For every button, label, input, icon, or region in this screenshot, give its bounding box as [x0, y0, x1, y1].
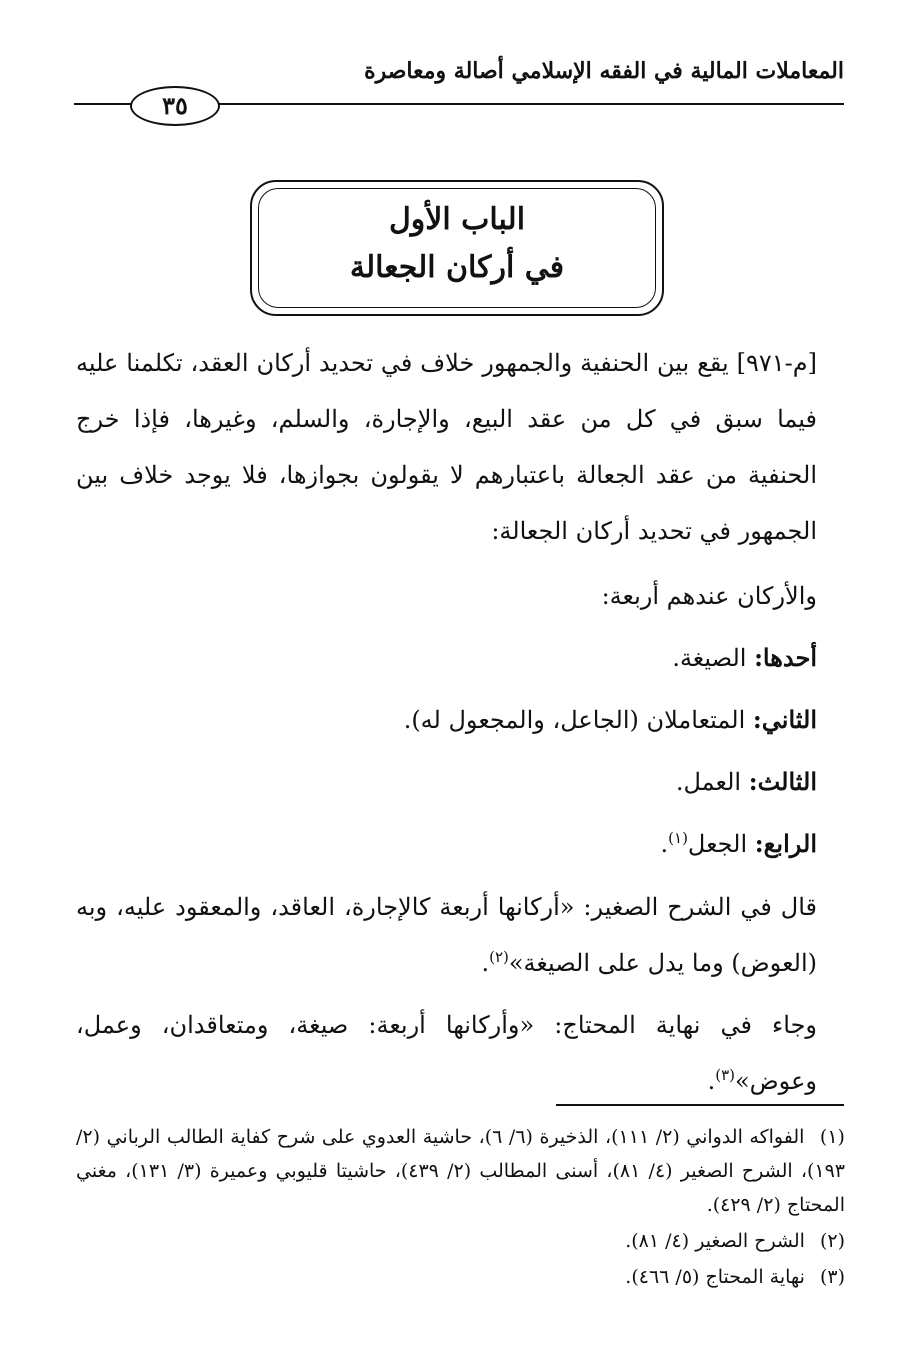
pillar-label: الثالث:: [748, 767, 817, 796]
pillar-label: الرابع:: [754, 829, 817, 858]
footnote-text: الفواكه الدواني (٢/ ١١١)، الذخيرة (٦/ ٦)، حاشية العدوي على شرح كفاية الطالب الرباني (٢/ ١٩٣)، الشرح الصغير (٤/ ٨١)، أسنى المطالب (٢/ ٤٣٩)، حاشيتا قليوبي وعميرة (٣/ ١٣١)، مغني المحتاج (٢/ ٤٢٩).: [76, 1126, 846, 1216]
quote-end: .: [707, 1067, 716, 1095]
pillar-label: أحدها:: [754, 643, 817, 672]
footnote-marker: (٣): [715, 1066, 735, 1084]
pillar-text: الصيغة.: [672, 644, 747, 672]
pillar-text: العمل.: [675, 768, 742, 796]
pillar-label: الثاني:: [752, 705, 817, 734]
intro-paragraph: [م-٩٧١] يقع بين الحنفية والجمهور خلاف في تحديد أركان العقد، تكلمنا عليه فيما سبق في كل من عقد البيع، والإجارة، والسلم، وغيرها، فإذا خرج الحنفية من عقد الجعالة باعتبارهم لا يقولون بجوازها، فلا يوجد خلاف بين الجمهور في تحديد أركان الجعالة:: [76, 349, 817, 545]
pillar-item: [76, 751, 845, 813]
chapter-title: الباب الأول: [388, 202, 526, 237]
footnote-text: نهاية المحتاج (٥/ ٤٦٦).: [625, 1266, 805, 1288]
footnote-rule: [556, 1104, 844, 1106]
pillar-item: [76, 627, 845, 689]
footnote: [76, 1224, 845, 1258]
chapter-subtitle: في أركان الجعالة: [349, 250, 565, 285]
quote-paragraph-nihaya: [76, 997, 845, 1109]
pillar-text: المتعاملان (الجاعل، والمجعول له).: [403, 706, 746, 734]
quote-text: قال في الشرح الصغير: «أركانها أربعة كالإجارة، العاقد، والمعقود عليه، وبه (العوض) وما يدل على الصيغة»: [76, 893, 817, 977]
running-title: المعاملات المالية في الفقه الإسلامي أصالة ومعاصرة: [364, 58, 844, 84]
pillar-end: .: [660, 830, 669, 858]
footnote: [76, 1120, 845, 1222]
quote-end: .: [481, 949, 490, 977]
footnote-marker: (٢): [489, 948, 509, 966]
quote-text: وجاء في نهاية المحتاج: «وأركانها أربعة: صيغة، ومتعاقدان، وعمل، وعوض»: [76, 1011, 817, 1095]
footnote: [76, 1260, 845, 1294]
footnote-text: الشرح الصغير (٤/ ٨١).: [625, 1230, 805, 1252]
footnote-marker: (١): [668, 829, 688, 847]
footnote-number: (١): [819, 1126, 845, 1148]
pillar-text: الجعل: [687, 830, 748, 858]
page-number: ٣٥: [130, 86, 220, 126]
footnote-number: (٣): [819, 1266, 845, 1288]
chapter-title-frame: [250, 180, 664, 316]
footnote-number: (٢): [819, 1230, 845, 1252]
pillar-item: [76, 813, 845, 875]
main-text: [76, 335, 845, 1109]
pillars-intro: والأركان عندهم أربعة:: [601, 582, 817, 610]
quote-paragraph-sharh: [76, 879, 845, 991]
footnotes: [76, 1120, 845, 1296]
pillar-item: [76, 689, 845, 751]
